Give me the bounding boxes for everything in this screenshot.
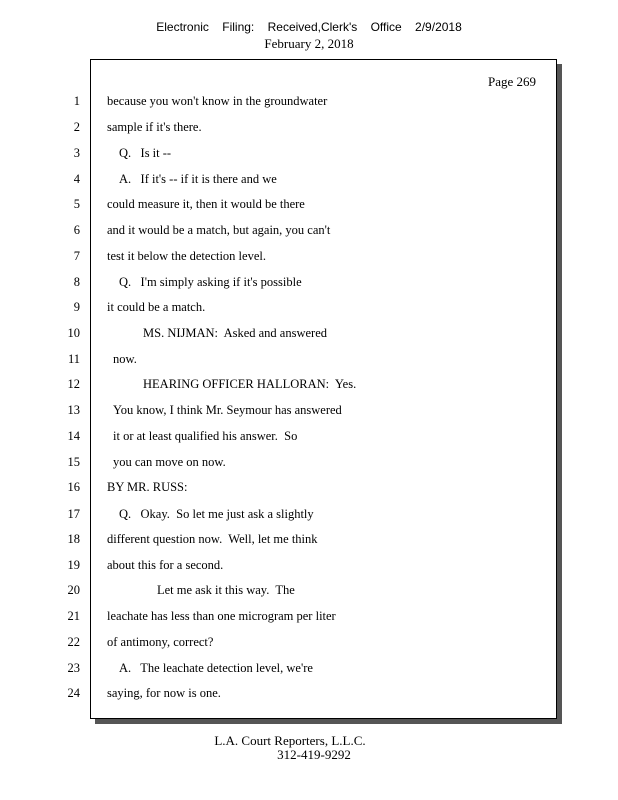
transcript-line xyxy=(0,403,560,429)
line-text: you can move on now. xyxy=(113,455,226,469)
court-reporter-name: L.A. Court Reporters, L.L.C. xyxy=(214,733,366,748)
line-number: 11 xyxy=(67,352,80,366)
line-text: Q. I'm simply asking if it's possible xyxy=(119,275,302,289)
line-number: 13 xyxy=(67,403,80,417)
transcript-line xyxy=(0,455,560,481)
line-text: BY MR. RUSS: xyxy=(107,480,188,494)
transcript-line xyxy=(0,532,560,558)
line-number: 6 xyxy=(73,223,80,237)
line-number: 23 xyxy=(67,661,80,675)
line-number: 9 xyxy=(73,300,80,314)
filing-stamp: Electronic Filing: Received,Clerk's Office 2/9/2018 xyxy=(156,20,462,34)
line-number: 16 xyxy=(67,480,80,494)
line-number: 15 xyxy=(67,455,80,469)
line-text: A. If it's -- if it is there and we xyxy=(119,172,277,186)
line-text: MS. NIJMAN: Asked and answered xyxy=(143,326,328,340)
line-text: different question now. Well, let me think xyxy=(107,532,318,546)
line-text: it or at least qualified his answer. So xyxy=(113,429,298,443)
line-text: of antimony, correct? xyxy=(107,635,214,649)
transcript-line xyxy=(0,635,560,661)
transcript-line xyxy=(0,377,560,403)
transcript-line xyxy=(0,326,560,352)
line-text: HEARING OFFICER HALLORAN: Yes. xyxy=(143,377,357,391)
transcript-line xyxy=(0,120,560,146)
line-number: 1 xyxy=(73,94,80,108)
transcript-line xyxy=(0,480,560,506)
transcript-line xyxy=(0,223,560,249)
filing-date: February 2, 2018 xyxy=(264,36,354,51)
line-number: 3 xyxy=(73,146,80,160)
line-text: Q. Is it -- xyxy=(119,146,172,160)
line-text: saying, for now is one. xyxy=(107,686,221,700)
transcript-line xyxy=(0,146,560,172)
transcript-line xyxy=(0,686,560,712)
transcript-line xyxy=(0,249,560,275)
transcript-line xyxy=(0,300,560,326)
court-reporter-phone: 312-419-9292 xyxy=(277,747,351,762)
transcript-line xyxy=(0,583,560,609)
line-number: 4 xyxy=(73,172,80,186)
line-number: 12 xyxy=(67,377,80,391)
transcript-line xyxy=(0,609,560,635)
line-text: Q. Okay. So let me just ask a slightly xyxy=(119,507,314,521)
line-text: it could be a match. xyxy=(107,300,206,314)
transcript-line xyxy=(0,197,560,223)
line-text: because you won't know in the groundwater xyxy=(107,94,328,108)
transcript-line xyxy=(0,94,560,120)
transcript-line xyxy=(0,558,560,584)
line-text: about this for a second. xyxy=(107,558,224,572)
line-number: 8 xyxy=(73,275,80,289)
transcript-line xyxy=(0,507,560,533)
transcript-line xyxy=(0,275,560,301)
transcript-line xyxy=(0,661,560,687)
line-text: test it below the detection level. xyxy=(107,249,266,263)
transcript-line xyxy=(0,172,560,198)
line-number: 18 xyxy=(67,532,80,546)
line-text: now. xyxy=(113,352,137,366)
line-text: A. The leachate detection level, we're xyxy=(119,661,313,675)
line-text: Let me ask it this way. The xyxy=(157,583,295,597)
line-number: 22 xyxy=(67,635,80,649)
line-text: could measure it, then it would be there xyxy=(107,197,305,211)
line-text: sample if it's there. xyxy=(107,120,202,134)
line-number: 7 xyxy=(73,249,80,263)
line-text: and it would be a match, but again, you can't xyxy=(107,223,331,237)
line-number: 20 xyxy=(67,583,80,597)
line-number: 24 xyxy=(67,686,80,700)
line-text: leachate has less than one microgram per liter xyxy=(107,609,336,623)
page-number: Page 269 xyxy=(488,74,537,89)
line-number: 10 xyxy=(67,326,80,340)
line-number: 2 xyxy=(73,120,80,134)
transcript-line xyxy=(0,429,560,455)
line-number: 14 xyxy=(67,429,80,443)
line-number: 5 xyxy=(73,197,80,211)
transcript-line xyxy=(0,352,560,378)
line-number: 19 xyxy=(67,558,80,572)
line-number: 21 xyxy=(67,609,80,623)
line-number: 17 xyxy=(67,507,80,521)
line-text: You know, I think Mr. Seymour has answered xyxy=(113,403,342,417)
